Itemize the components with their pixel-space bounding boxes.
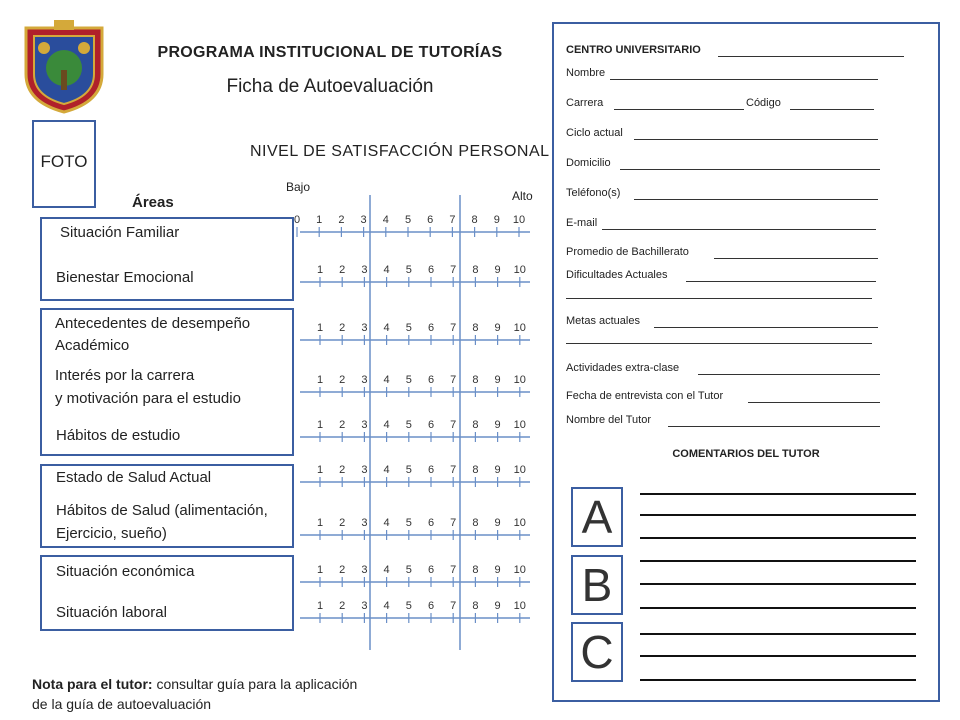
field-actividades[interactable]: Actividades extra-clase (566, 362, 680, 374)
scale-tick-label: 4 (382, 214, 389, 226)
scale-tick-label: 10 (512, 214, 526, 226)
scale-tick-label: 2 (339, 600, 346, 612)
scale-tick-label: 3 (361, 419, 368, 431)
scale-row[interactable] (280, 320, 540, 350)
scale-tick-label: 1 (316, 600, 324, 612)
scale-heading: NIVEL DE SATISFACCIÓN PERSONAL (250, 143, 550, 160)
scale-tick-label: 9 (494, 564, 501, 576)
tutor-note (32, 674, 452, 714)
scale-tick-label: 4 (383, 322, 390, 334)
scale-tick-label: 8 (471, 214, 478, 226)
field-email[interactable]: E-mail (566, 217, 598, 229)
scale-tick-label: 8 (472, 564, 479, 576)
box-c[interactable]: C (571, 622, 623, 682)
scale-tick-label: 10 (513, 374, 526, 386)
comment-line[interactable] (640, 514, 916, 516)
scale-tick-label: 6 (427, 264, 435, 276)
scale-tick-label: 10 (513, 322, 526, 334)
scale-tick-label: 4 (383, 564, 390, 576)
scale-tick-label: 3 (360, 214, 367, 226)
scale-tick-label: 6 (427, 517, 435, 529)
scale-tick-label: 10 (513, 564, 526, 576)
scale-tick-label: 6 (427, 464, 435, 476)
scale-tick-label: 5 (404, 214, 412, 226)
scale-tick-label: 1 (316, 374, 324, 386)
area-label: Situación Familiar (60, 224, 180, 241)
scale-svg (280, 562, 540, 592)
area-label: Estado de Salud Actual (56, 469, 212, 486)
scale-svg (280, 462, 540, 492)
field-carrera[interactable]: Carrera (566, 97, 604, 109)
scale-tick-label: 1 (316, 322, 324, 334)
scale-tick-label: 2 (339, 374, 346, 386)
tutor-note-text: consultar guía para la aplicación (152, 676, 358, 692)
comment-line[interactable] (640, 537, 916, 539)
scale-tick-label: 8 (472, 374, 479, 386)
scale-tick-label: 7 (449, 214, 456, 226)
scale-tick-label: 1 (316, 214, 323, 226)
scale-row[interactable] (280, 598, 540, 628)
scale-tick-label: 8 (472, 517, 479, 529)
scale-tick-label: 7 (450, 374, 457, 386)
scale-tick-label: 6 (427, 419, 435, 431)
scale-tick-label: 2 (339, 322, 346, 334)
scale-row[interactable] (280, 212, 540, 242)
scale-tick-label: 9 (494, 419, 501, 431)
scale-svg (280, 262, 540, 292)
scale-tick-label: 8 (472, 322, 479, 334)
university-crest-icon (18, 18, 110, 114)
scale-tick-label: 4 (383, 464, 390, 476)
scale-tick-label: 7 (450, 517, 457, 529)
comment-line[interactable] (640, 583, 916, 585)
scale-tick-label: 2 (338, 214, 345, 226)
area-label: Bienestar Emocional (56, 269, 194, 286)
scale-tick-label: 1 (316, 264, 324, 276)
scale-tick-label: 9 (494, 264, 501, 276)
area-label: Hábitos de estudio (56, 427, 181, 444)
field-fecha[interactable]: Fecha de entrevista con el Tutor (566, 390, 724, 402)
scale-tick-label: 3 (361, 564, 368, 576)
scale-tick-label: 9 (494, 600, 501, 612)
scale-tick-label: 8 (472, 419, 479, 431)
scale-tick-label: 2 (339, 419, 346, 431)
scale-tick-label: 9 (494, 517, 501, 529)
scale-tick-label: 0 (293, 214, 301, 226)
scale-tick-label: 9 (494, 464, 501, 476)
area-label: Académico (55, 337, 130, 354)
scale-tick-label: 3 (361, 264, 368, 276)
scale-tick-label: 10 (513, 600, 526, 612)
box-b[interactable]: B (571, 555, 623, 615)
scale-tick-label: 1 (316, 517, 324, 529)
box-a[interactable]: A (571, 487, 623, 547)
areas-heading: Áreas (132, 194, 174, 211)
scale-tick-label: 4 (383, 264, 390, 276)
field-promedio[interactable]: Promedio de Bachillerato (566, 246, 689, 258)
scale-tick-label: 6 (427, 322, 435, 334)
scale-tick-label: 4 (383, 374, 390, 386)
comment-line[interactable] (640, 560, 916, 562)
page-subtitle: Ficha de Autoevaluación (226, 76, 434, 97)
scale-row[interactable] (280, 372, 540, 402)
scale-row[interactable] (280, 417, 540, 447)
scale-tick-label: 2 (339, 564, 346, 576)
field-nombre[interactable]: Nombre (566, 67, 606, 79)
scale-tick-label: 3 (361, 600, 368, 612)
scale-tick-label: 4 (383, 517, 390, 529)
scale-tick-label: 7 (450, 564, 457, 576)
field-telefono[interactable]: Teléfono(s) (566, 187, 621, 199)
area-label: y motivación para el estudio (55, 390, 241, 407)
field-codigo[interactable]: Código (746, 97, 781, 109)
scale-tick-label: 5 (405, 419, 412, 431)
scale-tick-label: 7 (450, 264, 457, 276)
field-ciclo[interactable]: Ciclo actual (566, 127, 623, 139)
scale-tick-label: 10 (513, 517, 526, 529)
scale-tick-label: 7 (450, 600, 457, 612)
scale-tick-label: 5 (405, 264, 412, 276)
scale-tick-label: 5 (405, 374, 412, 386)
scale-tick-label: 7 (450, 322, 457, 334)
scale-tick-label: 7 (450, 419, 457, 431)
scale-row[interactable] (280, 562, 540, 592)
scale-tick-label: 6 (427, 564, 435, 576)
scale-svg (280, 515, 540, 545)
scale-tick-label: 10 (513, 419, 526, 431)
scale-row[interactable] (280, 515, 540, 545)
area-label: Antecedentes de desempeño (55, 315, 251, 332)
scale-tick-label: 5 (405, 564, 412, 576)
page-title: PROGRAMA INSTITUCIONAL DE TUTORÍAS (157, 44, 503, 61)
scale-tick-label: 1 (316, 564, 324, 576)
scale-tick-label: 5 (405, 600, 412, 612)
scale-low-label: Bajo (286, 180, 311, 194)
area-label: Interés por la carrera (55, 367, 195, 384)
scale-svg (280, 598, 540, 628)
scale-tick-label: 7 (450, 464, 457, 476)
photo-box (32, 120, 96, 208)
scale-row[interactable] (280, 262, 540, 292)
scale-tick-label: 5 (405, 464, 412, 476)
scale-tick-label: 5 (405, 322, 412, 334)
tutor-note-title: Nota para el tutor: (32, 676, 153, 692)
scale-row[interactable] (280, 462, 540, 492)
tutor-comments-heading: COMENTARIOS DEL TUTOR (672, 448, 820, 460)
scale-tick-label: 3 (361, 374, 368, 386)
scale-tick-label: 1 (316, 419, 324, 431)
scale-high-label: Alto (512, 189, 533, 203)
comment-line[interactable] (640, 655, 916, 657)
area-label: Situación laboral (56, 604, 167, 621)
comment-line[interactable] (640, 607, 916, 609)
scale-tick-label: 2 (339, 517, 346, 529)
tutor-note-text-2: de la guía de autoevaluación (32, 696, 212, 712)
scale-tick-label: 5 (405, 517, 412, 529)
scale-tick-label: 10 (513, 464, 526, 476)
scale-tick-label: 8 (472, 264, 479, 276)
photo-label: FOTO (40, 152, 88, 171)
area-label: Ejercicio, sueño) (56, 525, 167, 542)
field-dificultades[interactable]: Dificultades Actuales (566, 269, 668, 281)
scale-svg (280, 320, 540, 350)
scale-tick-label: 6 (427, 374, 435, 386)
comment-line[interactable] (640, 493, 916, 495)
scale-svg (280, 212, 540, 242)
scale-tick-label: 8 (472, 600, 479, 612)
scale-tick-label: 8 (472, 464, 479, 476)
scale-tick-label: 6 (427, 214, 434, 226)
field-centro[interactable]: CENTRO UNIVERSITARIO (566, 44, 701, 56)
scale-tick-label: 4 (383, 419, 390, 431)
area-label: Situación económica (56, 563, 195, 580)
comment-line[interactable] (640, 679, 916, 681)
scale-tick-label: 4 (383, 600, 390, 612)
scale-tick-label: 1 (316, 464, 324, 476)
scale-tick-label: 10 (513, 264, 526, 276)
scale-tick-label: 3 (361, 322, 368, 334)
scale-tick-label: 2 (339, 264, 346, 276)
scale-svg (280, 372, 540, 402)
field-metas[interactable]: Metas actuales (566, 315, 640, 327)
area-label: Hábitos de Salud (alimentación, (56, 502, 268, 519)
scale-tick-label: 2 (339, 464, 346, 476)
scale-tick-label: 3 (361, 517, 368, 529)
scale-tick-label: 9 (493, 214, 500, 226)
scale-tick-label: 9 (494, 322, 501, 334)
scale-svg (280, 417, 540, 447)
scale-tick-label: 6 (427, 600, 435, 612)
scale-tick-label: 9 (494, 374, 501, 386)
field-tutor[interactable]: Nombre del Tutor (566, 414, 651, 426)
comment-line[interactable] (640, 633, 916, 635)
field-domicilio[interactable]: Domicilio (566, 157, 611, 169)
scale-tick-label: 3 (361, 464, 368, 476)
